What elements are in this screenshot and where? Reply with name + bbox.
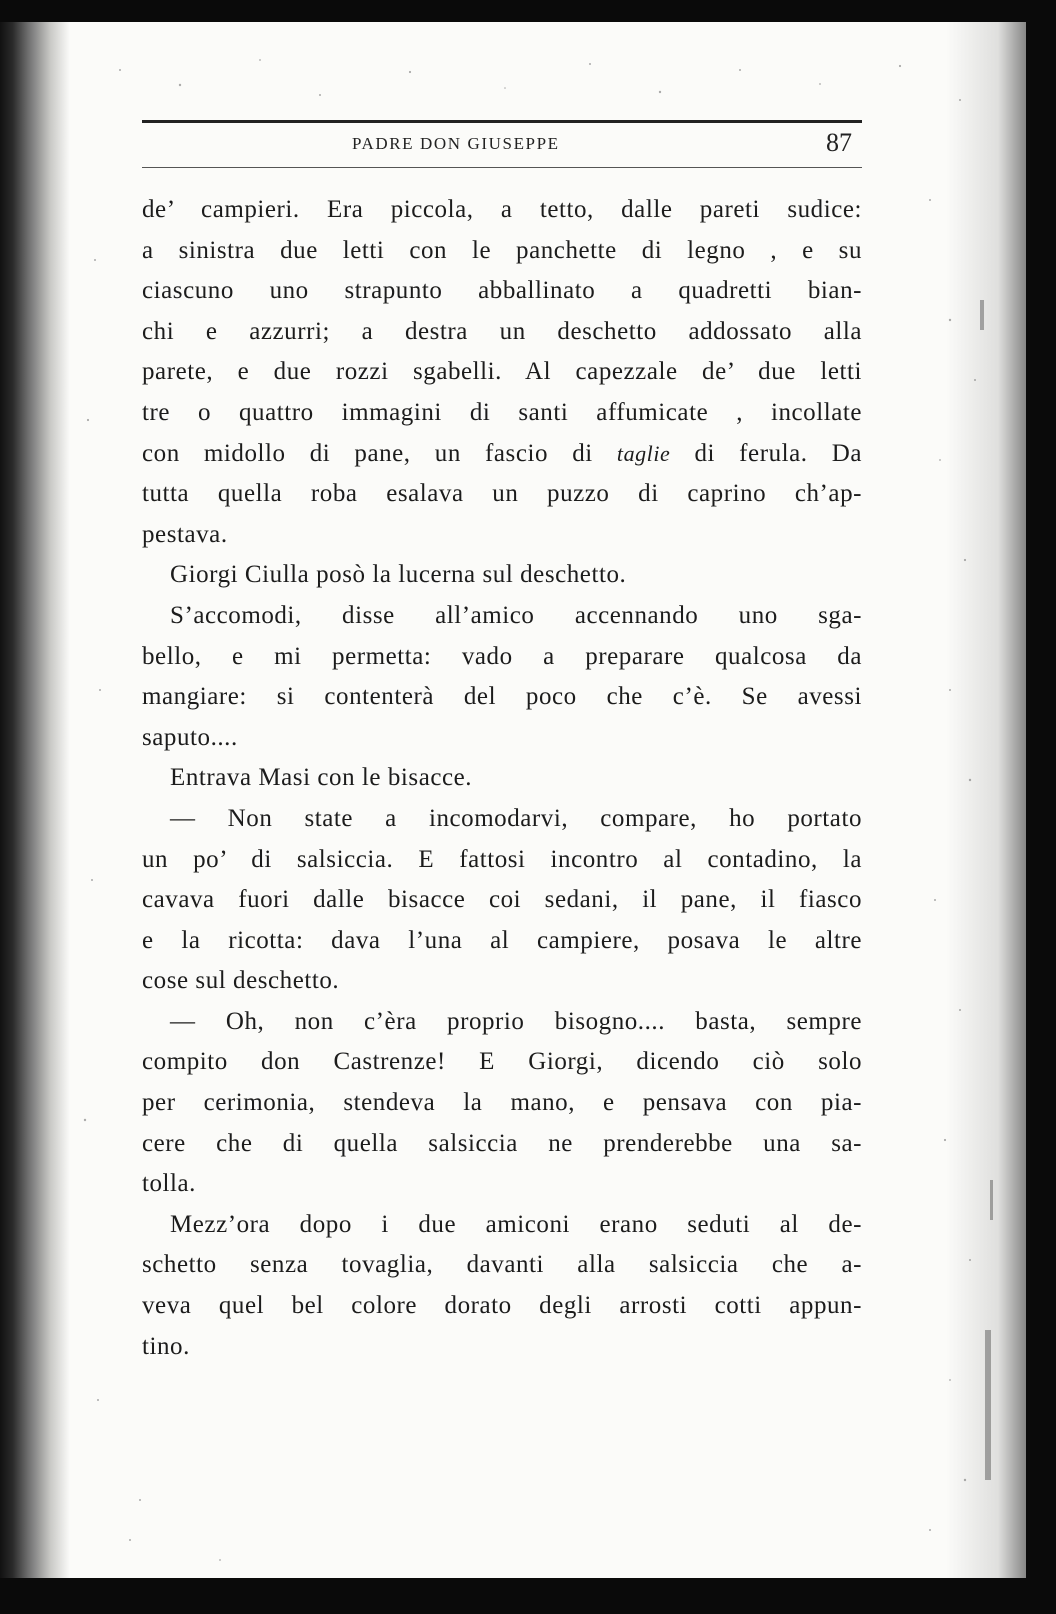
text-line: tino. [142, 1332, 190, 1360]
text-line: veva quel bel colore dorato degli arrosti cotti appun- [142, 1292, 862, 1320]
italic-word: taglie [616, 440, 671, 466]
header-rule-top [142, 120, 862, 123]
text-line: per cerimonia, stendeva la mano, e pensava con pia- [142, 1089, 862, 1117]
text-line: un po’ di salsiccia. E fattosi incontro al contadino, la [142, 845, 862, 873]
text-line: saputo.... [142, 723, 238, 751]
text-line: cavava fuori dalle bisacce coi sedani, il pane, il fiasco [142, 886, 862, 914]
text-line: bello, e mi permetta: vado a preparare qualcosa da [142, 642, 862, 670]
running-title: PADRE DON GIUSEPPE [352, 134, 560, 153]
paragraph-start: Mezz’ora dopo i due amiconi erano seduti al de- [170, 1210, 862, 1238]
text-line: cose sul deschetto. [142, 967, 340, 995]
scan-border-right [1026, 0, 1056, 1614]
text-line: schetto senza tovaglia, davanti alla salsiccia che a- [142, 1251, 862, 1279]
text-line: ciascuno uno strapunto abballinato a quadretti bian- [142, 277, 862, 305]
text-line: parete, e due rozzi sgabelli. Al capezzale de’ due letti [142, 358, 862, 386]
text-line: a sinistra due letti con le panchette di legno , e su [142, 236, 862, 264]
scan-border-top [0, 0, 1056, 22]
text-line: de’ campieri. Era piccola, a tetto, dalle pareti sudice: [142, 196, 862, 223]
text-line: mangiare: si contenterà del poco che c’è. Se avessi [142, 683, 862, 711]
text-line: cere che di quella salsiccia ne prenderebbe una sa- [142, 1129, 862, 1157]
text-run: con midollo di pane, un fascio di [142, 439, 617, 467]
scan-border-bottom [0, 1578, 1056, 1614]
running-head [142, 128, 862, 164]
paragraph-start: S’accomodi, disse all’amico accennando uno sga- [170, 601, 862, 629]
text-line: chi e azzurri; a destra un deschetto addossato alla [142, 317, 862, 345]
text-line: pestava. [142, 520, 228, 548]
paragraph-start: Entrava Masi con le bisacce. [170, 764, 473, 792]
text-line [142, 434, 862, 475]
text-line: compito don Castrenze! E Giorgi, dicendo ciò solo [142, 1048, 862, 1076]
header-rule-bottom [142, 167, 862, 168]
text-run: di ferula. Da [670, 439, 862, 467]
page-number: 87 [826, 128, 852, 157]
paragraph-start: Giorgi Ciulla posò la lucerna sul deschetto. [170, 561, 627, 589]
text-line: e la ricotta: dava l’una al campiere, posava le altre [142, 926, 862, 954]
text-line: tre o quattro immagini di santi affumicate , incollate [142, 398, 862, 426]
text-line: tolla. [142, 1170, 196, 1198]
paragraph-start: — Oh, non c’èra proprio bisogno.... basta, sempre [170, 1007, 862, 1035]
text-line: tutta quella roba esalava un puzzo di caprino ch’ap- [142, 480, 862, 508]
body-text [142, 190, 862, 1367]
paragraph-start: — Non state a incomodarvi, compare, ho portato [170, 804, 862, 832]
